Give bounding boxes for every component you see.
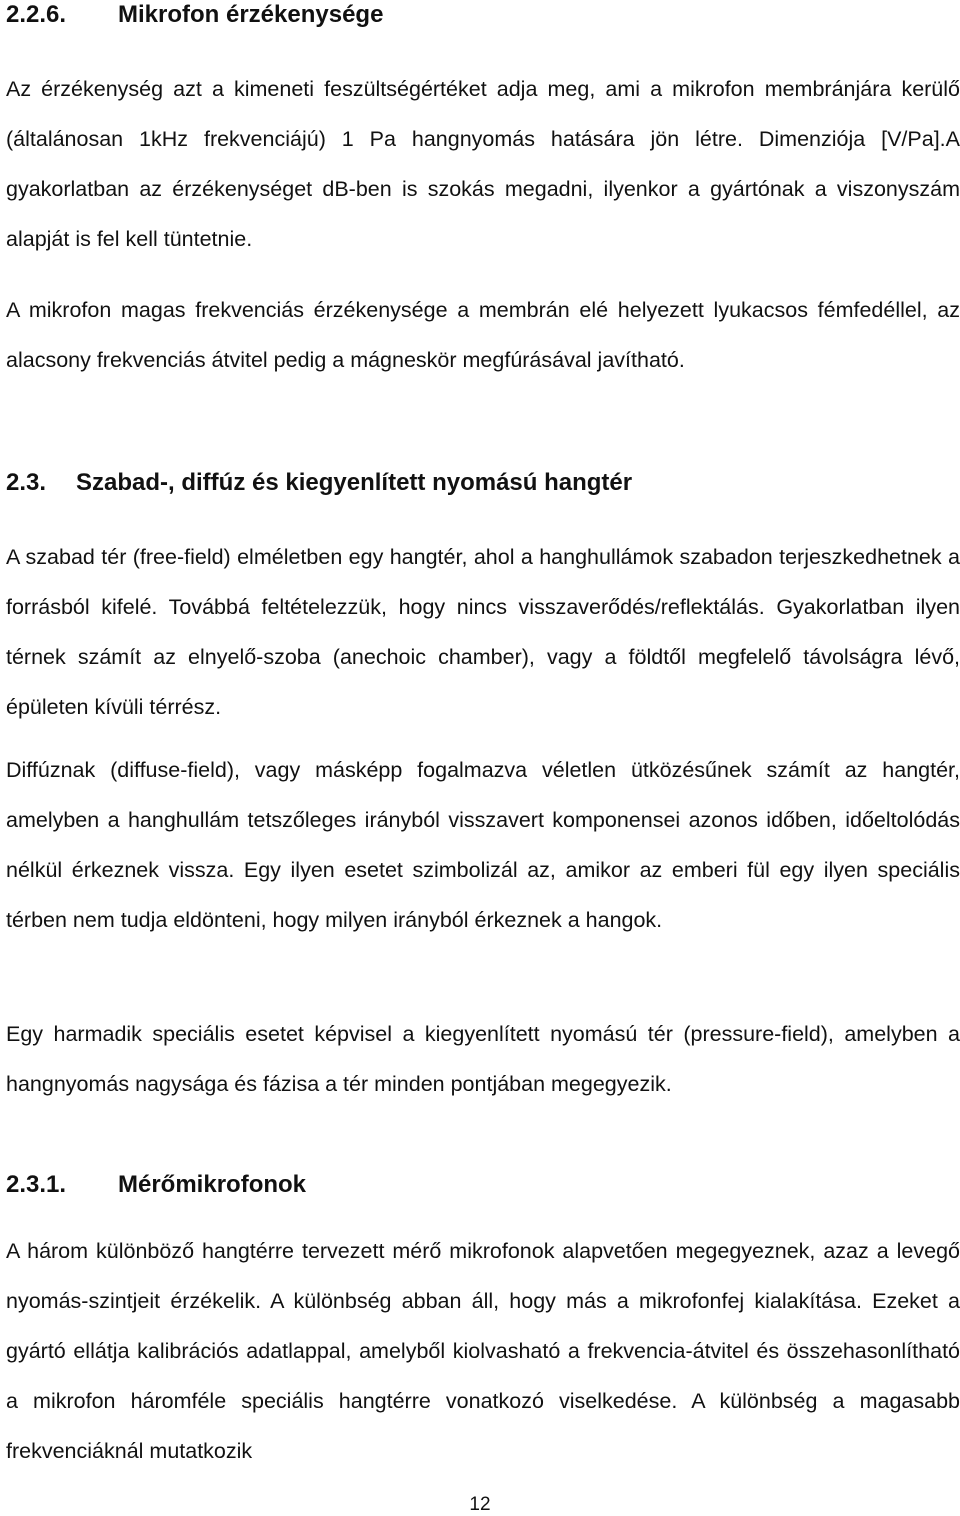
paragraph-free-field: A szabad tér (free-field) elméletben egy hangtér, ahol a hanghullámok szabadon terjeszkedhetnek a forrásból kifelé. Továbbá feltételezzük, hogy nincs visszaverődés/reflektálás. Gyakorlatban ilyen térnek számít az elnyelő-szoba (anechoic chamber), vagy a földtől megfelelő távolságra lévő, épületen kívüli térrész. bbox=[6, 545, 960, 719]
paragraph-frequency-sensitivity: A mikrofon magas frekvenciás érzékenysége a membrán elé helyezett lyukacsos fémfedéllel, az alacsony frekvenciás átvitel pedig a mágneskör megfúrásával javítható. bbox=[6, 298, 960, 372]
section-number: 2.3. bbox=[6, 469, 47, 496]
section-number: 2.3.1. bbox=[6, 1171, 67, 1198]
section-heading-2-2-6 bbox=[6, 0, 383, 30]
section-title: Mérőmikrofonok bbox=[118, 1171, 307, 1198]
paragraph-measurement-microphones: A három különböző hangtérre tervezett mérő mikrofonok alapvetően megegyeznek, azaz a levegő nyomás-szintjeit érzékelik. A különbség abban áll, hogy más a mikrofonfej kialakítása. Ezeket a gyártó ellátja kalibrációs adatlappal, amelyből kiolvasható a frekvencia-átvitel és összehasonlítható a mikrofon háromféle speciális hangtérre vonatkozó viselkedése. A különbség a magasabb frekvenciáknál mutatkozik bbox=[6, 1239, 960, 1463]
paragraph-sensitivity-definition: Az érzékenység azt a kimeneti feszültségértéket adja meg, ami a mikrofon membránjára kerülő (általánosan 1kHz frekvenciájú) 1 Pa hangnyomás hatására jön létre. Dimenziója [V/Pa].A gyakorlatban az érzékenységet dB-ben is szokás megadni, ilyenkor a gyártónak a viszonyszám alapját is fel kell tüntetnie. bbox=[6, 77, 960, 251]
section-title: Szabad-, diffúz és kiegyenlített nyomású hangtér bbox=[76, 469, 633, 496]
section-heading-2-3 bbox=[6, 468, 632, 498]
section-heading-2-3-1 bbox=[6, 1170, 306, 1200]
paragraph-diffuse-field: Diffúznak (diffuse-field), vagy másképp fogalmazva véletlen ütközésűnek számít az hangtér, amelyben a hanghullám tetszőleges irányból visszavert komponensei azonos időben, időeltolódás nélkül érkeznek vissza. Egy ilyen esetet szimbolizál az, amikor az emberi fül egy ilyen speciális térben nem tudja eldönteni, hogy milyen irányból érkeznek a hangok. bbox=[6, 758, 960, 932]
section-title: Mikrofon érzékenysége bbox=[118, 1, 384, 28]
page-number: 12 bbox=[469, 1494, 491, 1515]
paragraph-pressure-field: Egy harmadik speciális esetet képvisel a kiegyenlített nyomású tér (pressure-field), amelyben a hangnyomás nagysága és fázisa a tér minden pontjában megegyezik. bbox=[6, 1022, 960, 1096]
section-number: 2.2.6. bbox=[6, 1, 67, 28]
